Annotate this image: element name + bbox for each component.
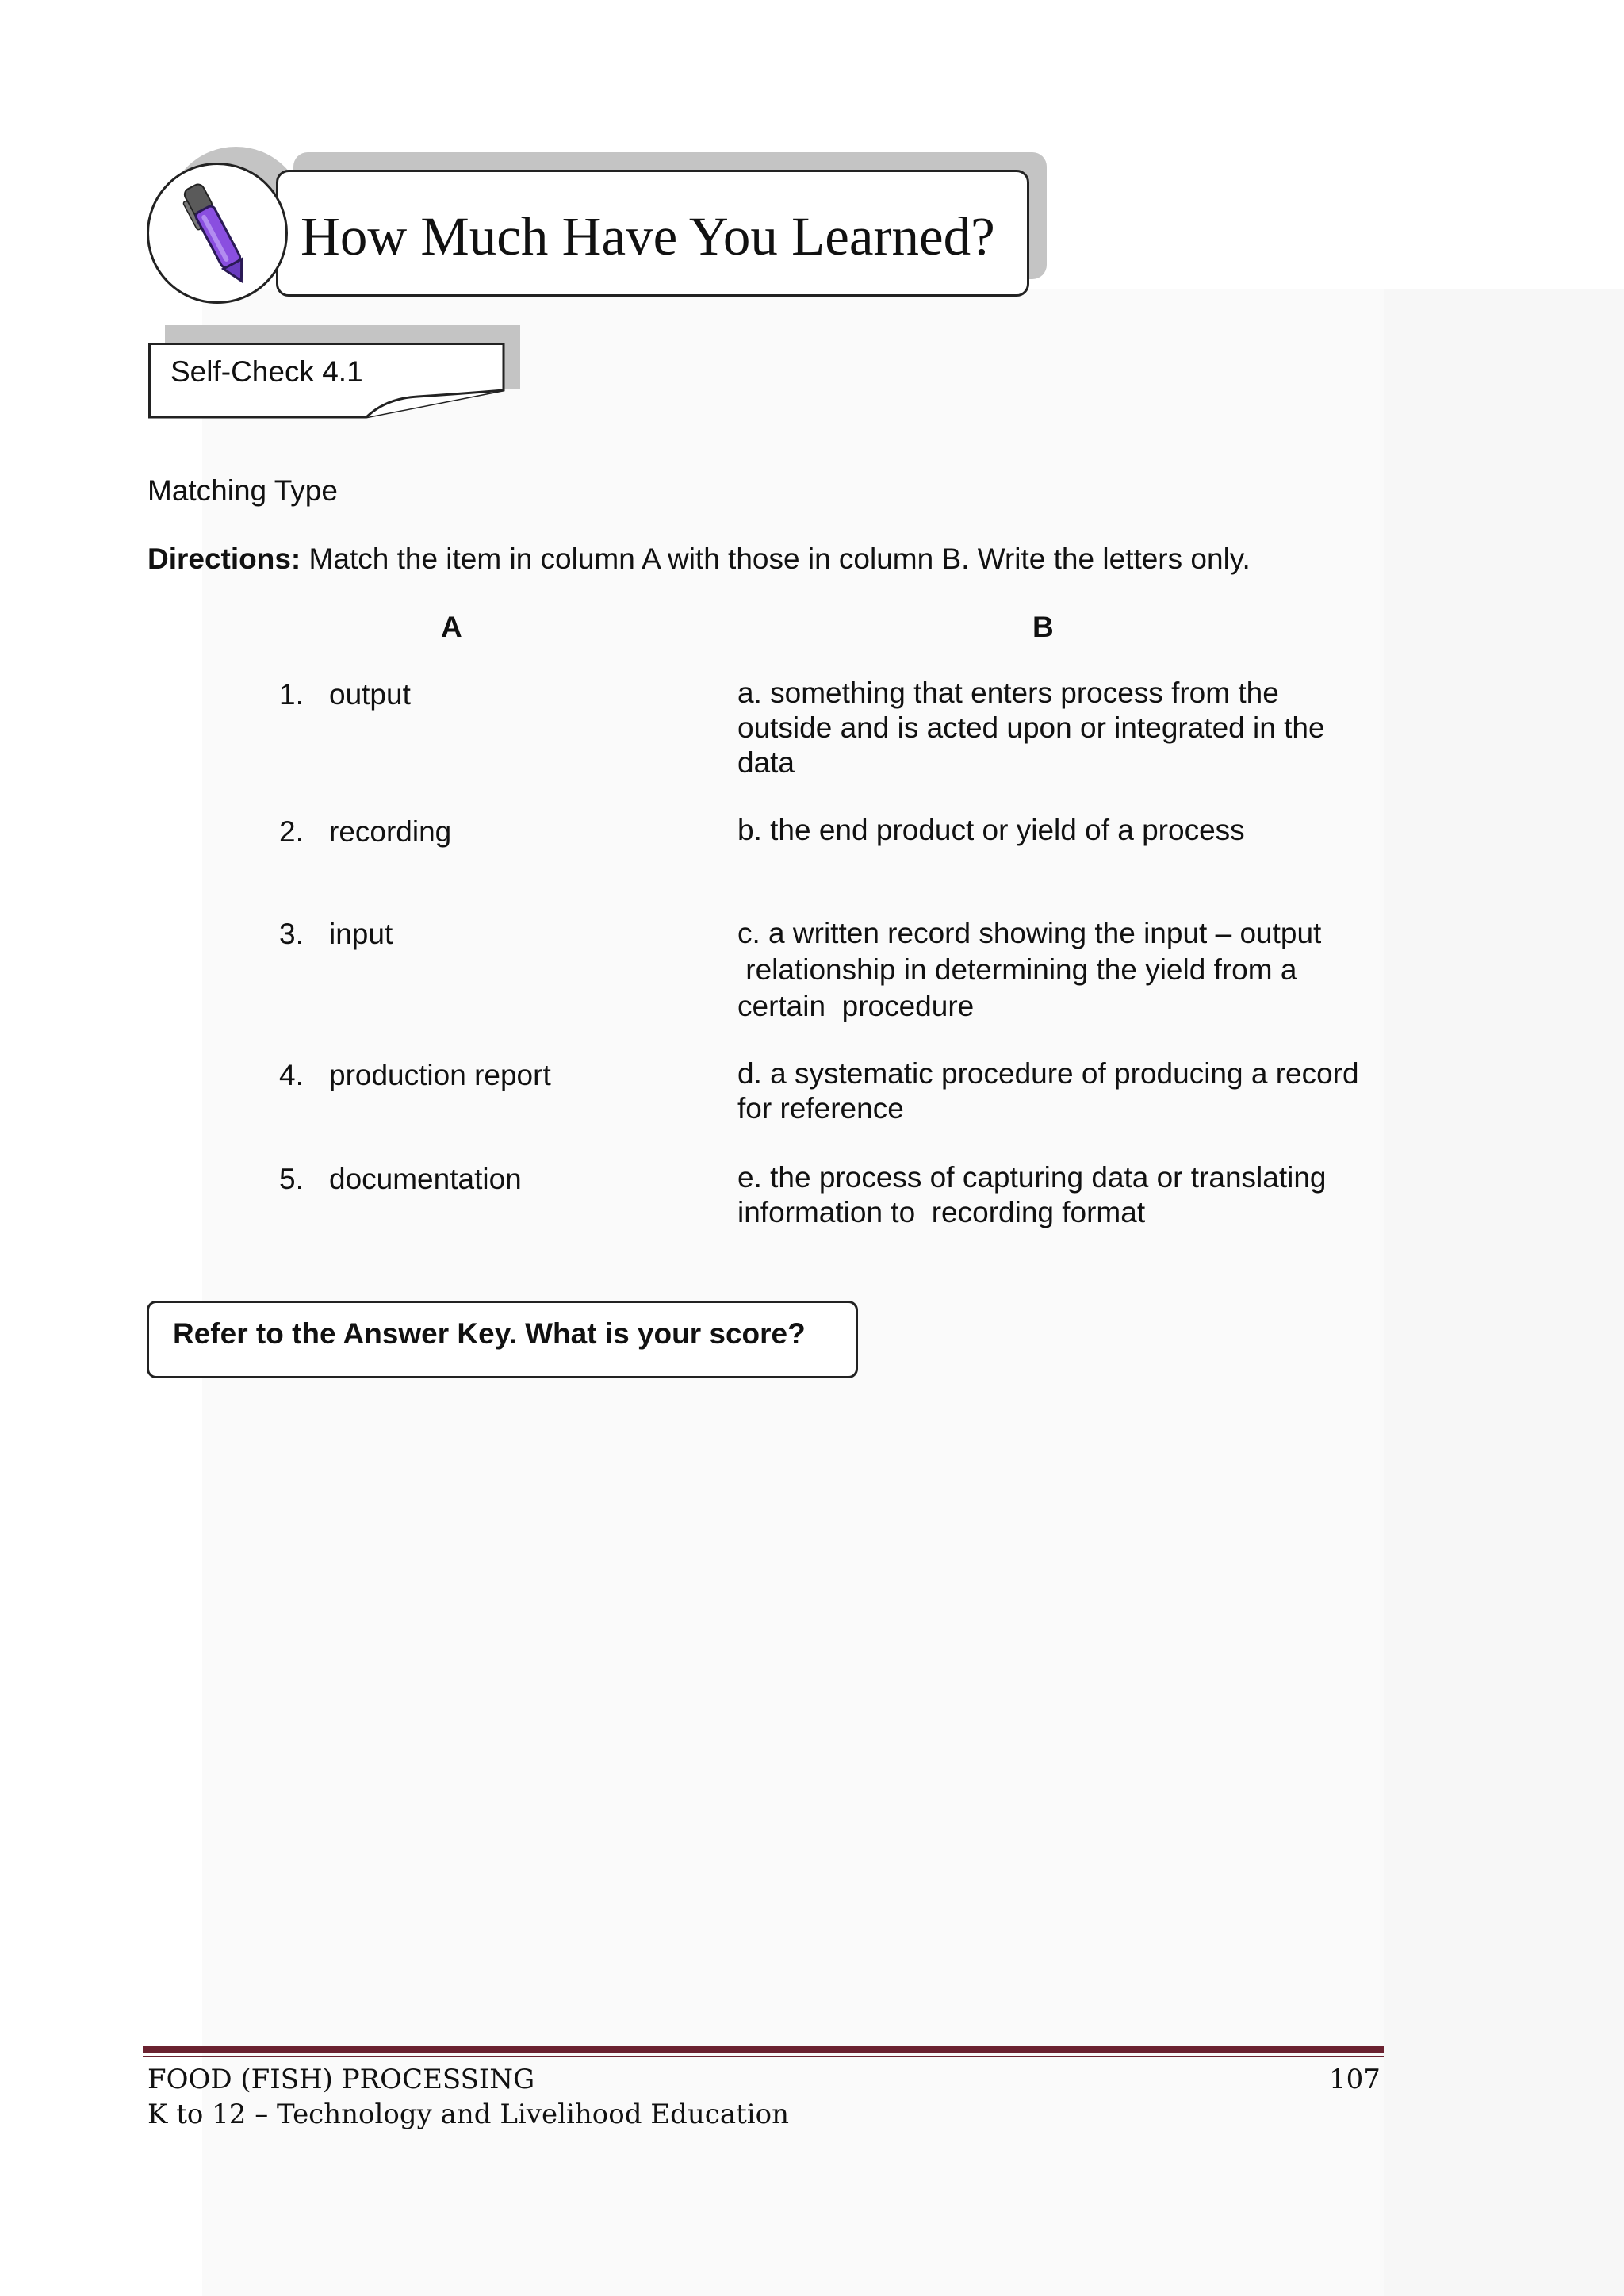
definition-line: a. something that enters process from the <box>737 677 1279 709</box>
footer-course-title: FOOD (FISH) PROCESSING <box>147 2064 535 2095</box>
page-background <box>202 289 1384 2296</box>
item-definition <box>737 813 1396 848</box>
directions <box>147 542 1251 576</box>
directions-text: Match the item in column A with those in column B. Write the letters only. <box>308 542 1251 575</box>
item-term: output <box>329 678 411 711</box>
column-a-header: A <box>441 611 462 643</box>
item-definition <box>737 1160 1396 1230</box>
icon-circle <box>147 163 288 304</box>
item-number: 4. <box>279 1059 304 1091</box>
item-term: recording <box>329 815 452 848</box>
item-number: 3. <box>279 918 304 950</box>
definition-line: c. a written record showing the input – output <box>737 917 1322 949</box>
self-check-tab <box>148 343 505 419</box>
item-number: 5. <box>279 1163 304 1195</box>
item-number: 2. <box>279 815 304 848</box>
footer-rule-thin <box>143 2056 1384 2057</box>
item-definition <box>737 676 1396 780</box>
item-definition <box>737 915 1396 1025</box>
page-number: 107 <box>1329 2064 1381 2095</box>
item-term: documentation <box>329 1163 522 1195</box>
self-check-label: Self-Check 4.1 <box>170 355 363 388</box>
definition-line: e. the process of capturing data or translating <box>737 1161 1327 1194</box>
answer-key-prompt: Refer to the Answer Key. What is your score? <box>173 1317 806 1350</box>
page-title: How Much Have You Learned? <box>301 206 995 266</box>
definition-line: b. the end product or yield of a process <box>737 814 1245 846</box>
item-term: input <box>329 918 393 950</box>
footer-program: K to 12 – Technology and Livelihood Education <box>147 2099 789 2130</box>
definition-line: information to recording format <box>737 1196 1146 1228</box>
quiz-type: Matching Type <box>147 474 338 507</box>
definition-line: certain procedure <box>737 990 975 1022</box>
title-banner <box>276 170 1029 297</box>
definition-line: for reference <box>737 1092 904 1125</box>
definition-line: data <box>737 746 795 779</box>
item-number: 1. <box>279 678 304 711</box>
item-term: production report <box>329 1059 551 1091</box>
definition-line: outside and is acted upon or integrated in the <box>737 711 1325 744</box>
pen-icon <box>165 174 268 293</box>
definition-line: relationship in determining the yield from a <box>737 953 1297 986</box>
directions-label: Directions: <box>147 542 301 575</box>
item-definition <box>737 1056 1396 1126</box>
answer-key-box <box>147 1301 858 1378</box>
column-b-header: B <box>1032 611 1054 643</box>
page-background-right <box>1384 289 1624 2296</box>
footer-rule <box>143 2046 1384 2053</box>
definition-line: d. a systematic procedure of producing a record <box>737 1057 1359 1090</box>
